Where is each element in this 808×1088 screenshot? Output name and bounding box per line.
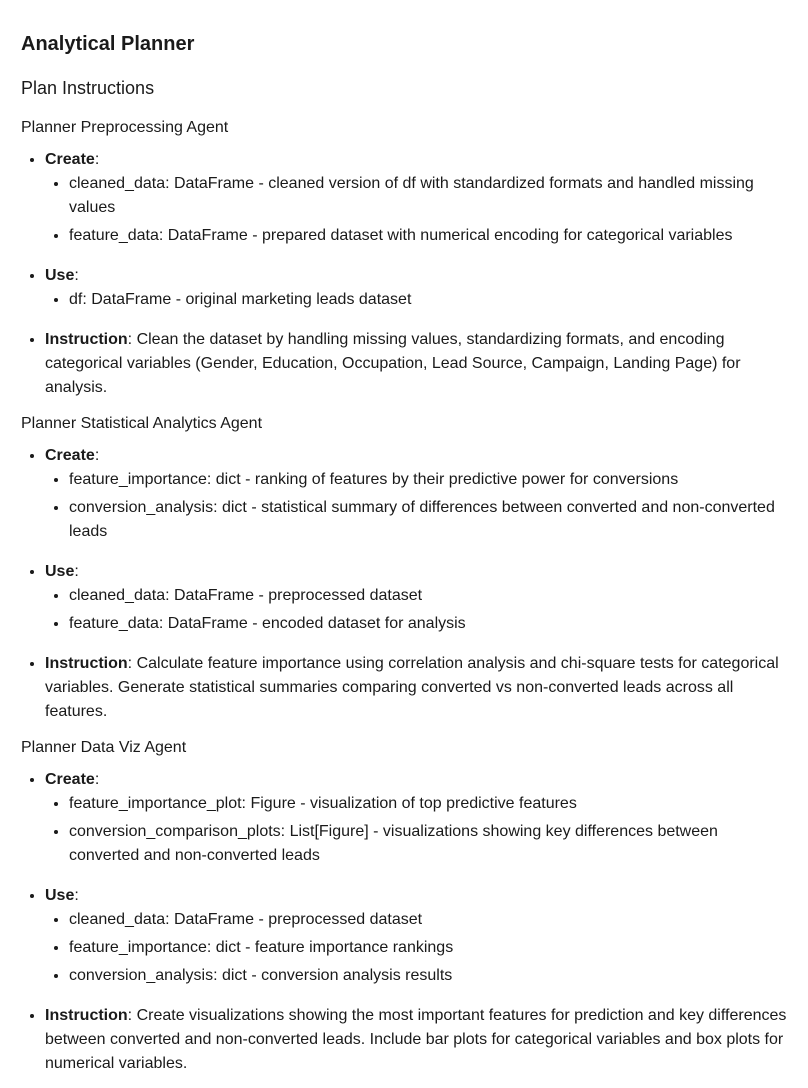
create-list — [45, 792, 787, 868]
instruction-item — [45, 652, 787, 724]
instruction-item — [45, 328, 787, 400]
agent-section — [21, 736, 787, 1076]
list-item: • feature_importance: dict - ranking of features by their predictive power for conversions — [69, 468, 787, 492]
create-label: Create — [45, 771, 95, 788]
use-list — [45, 288, 787, 312]
create-label: Create — [45, 447, 95, 464]
list-item: • conversion_analysis: dict - statistical summary of differences between converted and non-converted leads — [69, 496, 787, 544]
list-item: • df: DataFrame - original marketing leads dataset — [69, 288, 787, 312]
agent-section — [21, 412, 787, 724]
create-item: • Create: • feature_importance_plot: Figure - visualization of top predictive features • conversion_comparison_plots: List[Figure] - visualizations showing key differences between converted and non-converted leads — [45, 768, 787, 868]
instruction-label: Instruction — [45, 1007, 128, 1024]
use-label: Use — [45, 887, 75, 904]
list-item: • conversion_comparison_plots: List[Figure] - visualizations showing key differences between converted and non-converted leads — [69, 820, 787, 868]
list-item: • feature_data: DataFrame - encoded dataset for analysis — [69, 612, 787, 636]
page-subtitle: Plan Instructions — [21, 78, 155, 98]
create-list — [45, 172, 787, 248]
page-title: Analytical Planner — [21, 33, 195, 55]
create-label: Create — [45, 151, 95, 168]
use-list — [45, 584, 787, 636]
agent-section — [21, 116, 787, 400]
use-list — [45, 908, 787, 988]
list-item: • conversion_analysis: dict - conversion analysis results — [69, 964, 787, 988]
instruction-text: : Create visualizations showing the most important features for prediction and key differences between converted and non-converted leads. Include bar plots for categorical variables and box plots for numerical variables. — [45, 1007, 787, 1072]
list-item: • feature_importance: dict - feature importance rankings — [69, 936, 787, 960]
agent-title: Planner Preprocessing Agent — [21, 119, 229, 136]
list-item: • cleaned_data: DataFrame - cleaned version of df with standardized formats and handled missing values — [69, 172, 787, 220]
use-item: • Use: • cleaned_data: DataFrame - preprocessed dataset • feature_data: DataFrame - encoded dataset for analysis — [45, 560, 787, 636]
agent-title: Planner Data Viz Agent — [21, 739, 187, 756]
create-item: • Create: • cleaned_data: DataFrame - cleaned version of df with standardized formats and handled missing values • feature_data: DataFrame - prepared dataset with numerical encoding for categorical variables — [45, 148, 787, 248]
list-item: • cleaned_data: DataFrame - preprocessed dataset — [69, 908, 787, 932]
use-item: • Use: • cleaned_data: DataFrame - preprocessed dataset • feature_importance: dict - feature importance rankings • conversion_analysis: dict - conversion analysis results — [45, 884, 787, 988]
instruction-label: Instruction — [45, 655, 128, 672]
list-item: • feature_importance_plot: Figure - visualization of top predictive features — [69, 792, 787, 816]
agent-title: Planner Statistical Analytics Agent — [21, 415, 263, 432]
instruction-text: : Calculate feature importance using correlation analysis and chi-square tests for categorical variables. Generate statistical summaries comparing converted vs non-converted leads across all features. — [45, 655, 779, 720]
agent-items — [21, 148, 787, 400]
agent-items — [21, 768, 787, 1076]
instruction-text: : Clean the dataset by handling missing values, standardizing formats, and encoding categorical variables (Gender, Education, Occupation, Lead Source, Campaign, Landing Page) for analysis. — [45, 331, 741, 396]
create-list — [45, 468, 787, 544]
list-item: • feature_data: DataFrame - prepared dataset with numerical encoding for categorical variables — [69, 224, 787, 248]
create-item: • Create: • feature_importance: dict - ranking of features by their predictive power for conversions • conversion_analysis: dict - statistical summary of differences between converted and non-converted leads — [45, 444, 787, 544]
use-label: Use — [45, 563, 75, 580]
agent-items — [21, 444, 787, 724]
use-item: • Use: • df: DataFrame - original marketing leads dataset — [45, 264, 787, 312]
use-label: Use — [45, 267, 75, 284]
instruction-item — [45, 1004, 787, 1076]
list-item: • cleaned_data: DataFrame - preprocessed dataset — [69, 584, 787, 608]
plan-content — [21, 116, 787, 1088]
instruction-label: Instruction — [45, 331, 128, 348]
